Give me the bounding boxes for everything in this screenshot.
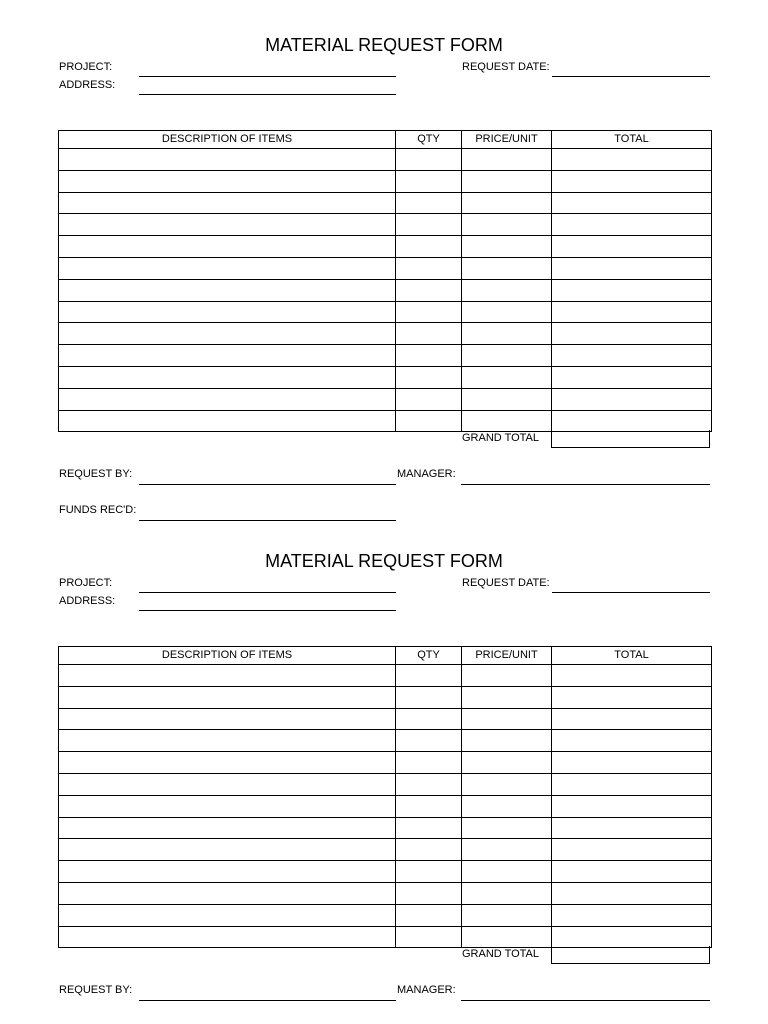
price-unit-cell[interactable] xyxy=(462,882,552,904)
price-unit-cell[interactable] xyxy=(462,345,552,367)
description-cell[interactable] xyxy=(59,839,396,861)
table-row xyxy=(59,345,712,367)
request-by-field[interactable] xyxy=(139,484,396,485)
price-unit-cell[interactable] xyxy=(462,795,552,817)
description-cell[interactable] xyxy=(59,795,396,817)
total-cell[interactable] xyxy=(552,170,712,192)
price-unit-cell[interactable] xyxy=(462,773,552,795)
table-row xyxy=(59,882,712,904)
price-unit-cell[interactable] xyxy=(462,214,552,236)
price-unit-cell[interactable] xyxy=(462,904,552,926)
description-cell[interactable] xyxy=(59,170,396,192)
grand-total-label: GRAND TOTAL xyxy=(462,948,540,960)
table-row xyxy=(59,708,712,730)
description-cell[interactable] xyxy=(59,817,396,839)
total-header: TOTAL xyxy=(552,131,712,149)
total-cell[interactable] xyxy=(552,257,712,279)
price-unit-cell[interactable] xyxy=(462,861,552,883)
total-cell[interactable] xyxy=(552,214,712,236)
items-table xyxy=(58,130,712,432)
total-cell[interactable] xyxy=(552,730,712,752)
qty-cell[interactable] xyxy=(396,149,462,171)
table-row xyxy=(59,257,712,279)
qty-cell[interactable] xyxy=(396,730,462,752)
qty-cell[interactable] xyxy=(396,926,462,948)
address-label: ADDRESS: xyxy=(59,79,116,91)
total-cell[interactable] xyxy=(552,323,712,345)
project-label: PROJECT: xyxy=(59,577,113,589)
description-cell[interactable] xyxy=(59,236,396,258)
total-cell[interactable] xyxy=(552,345,712,367)
total-header: TOTAL xyxy=(552,647,712,665)
table-row xyxy=(59,170,712,192)
total-cell[interactable] xyxy=(552,149,712,171)
price-unit-cell[interactable] xyxy=(462,170,552,192)
description-cell[interactable] xyxy=(59,192,396,214)
table-row xyxy=(59,279,712,301)
description-header: DESCRIPTION OF ITEMS xyxy=(59,647,396,665)
price-unit-cell[interactable] xyxy=(462,236,552,258)
description-cell[interactable] xyxy=(59,301,396,323)
qty-cell[interactable] xyxy=(396,323,462,345)
price-unit-cell[interactable] xyxy=(462,686,552,708)
manager-field[interactable] xyxy=(461,1000,710,1001)
items-table xyxy=(58,646,712,948)
description-cell[interactable] xyxy=(59,861,396,883)
grand-total-label: GRAND TOTAL xyxy=(462,432,540,444)
qty-cell[interactable] xyxy=(396,388,462,410)
funds-received-label: FUNDS REC'D: xyxy=(59,504,137,516)
form-title: MATERIAL REQUEST FORM xyxy=(265,551,503,571)
qty-cell[interactable] xyxy=(396,170,462,192)
price-unit-cell[interactable] xyxy=(462,730,552,752)
funds-received-field[interactable] xyxy=(139,520,396,521)
qty-cell[interactable] xyxy=(396,708,462,730)
description-cell[interactable] xyxy=(59,904,396,926)
grand-total-field[interactable] xyxy=(551,946,710,964)
qty-cell[interactable] xyxy=(396,279,462,301)
price-unit-header: PRICE/UNIT xyxy=(462,647,552,665)
total-cell[interactable] xyxy=(552,665,712,687)
qty-cell[interactable] xyxy=(396,817,462,839)
qty-cell[interactable] xyxy=(396,301,462,323)
qty-cell[interactable] xyxy=(396,839,462,861)
request-by-label: REQUEST BY: xyxy=(59,984,133,996)
qty-cell[interactable] xyxy=(396,686,462,708)
description-cell[interactable] xyxy=(59,149,396,171)
table-row xyxy=(59,236,712,258)
address-field[interactable] xyxy=(139,610,396,611)
total-cell[interactable] xyxy=(552,708,712,730)
price-unit-cell[interactable] xyxy=(462,301,552,323)
project-label: PROJECT: xyxy=(59,61,113,73)
description-cell[interactable] xyxy=(59,665,396,687)
price-unit-cell[interactable] xyxy=(462,708,552,730)
request-date-field[interactable] xyxy=(552,592,710,593)
qty-cell[interactable] xyxy=(396,665,462,687)
qty-cell[interactable] xyxy=(396,752,462,774)
total-cell[interactable] xyxy=(552,301,712,323)
request-by-field[interactable] xyxy=(139,1000,396,1001)
table-row xyxy=(59,795,712,817)
price-unit-cell[interactable] xyxy=(462,926,552,948)
price-unit-cell[interactable] xyxy=(462,665,552,687)
table-row xyxy=(59,904,712,926)
total-cell[interactable] xyxy=(552,861,712,883)
description-cell[interactable] xyxy=(59,686,396,708)
description-cell[interactable] xyxy=(59,345,396,367)
total-cell[interactable] xyxy=(552,279,712,301)
total-cell[interactable] xyxy=(552,839,712,861)
qty-cell[interactable] xyxy=(396,236,462,258)
description-cell[interactable] xyxy=(59,279,396,301)
qty-cell[interactable] xyxy=(396,904,462,926)
table-row xyxy=(59,839,712,861)
table-row xyxy=(59,410,712,432)
address-label: ADDRESS: xyxy=(59,595,116,607)
table-row xyxy=(59,149,712,171)
qty-cell[interactable] xyxy=(396,192,462,214)
form-title: MATERIAL REQUEST FORM xyxy=(265,35,503,55)
description-cell[interactable] xyxy=(59,410,396,432)
description-cell[interactable] xyxy=(59,708,396,730)
price-unit-header: PRICE/UNIT xyxy=(462,131,552,149)
price-unit-cell[interactable] xyxy=(462,388,552,410)
description-cell[interactable] xyxy=(59,214,396,236)
request-by-label: REQUEST BY: xyxy=(59,468,133,480)
table-row xyxy=(59,817,712,839)
qty-cell[interactable] xyxy=(396,257,462,279)
total-cell[interactable] xyxy=(552,817,712,839)
qty-cell[interactable] xyxy=(396,861,462,883)
table-row xyxy=(59,366,712,388)
request-date-label: REQUEST DATE: xyxy=(462,577,550,589)
total-cell[interactable] xyxy=(552,192,712,214)
total-cell[interactable] xyxy=(552,795,712,817)
total-cell[interactable] xyxy=(552,926,712,948)
description-cell[interactable] xyxy=(59,882,396,904)
price-unit-cell[interactable] xyxy=(462,323,552,345)
qty-cell[interactable] xyxy=(396,345,462,367)
table-row xyxy=(59,861,712,883)
request-date-label: REQUEST DATE: xyxy=(462,61,550,73)
price-unit-cell[interactable] xyxy=(462,839,552,861)
table-row xyxy=(59,773,712,795)
price-unit-cell[interactable] xyxy=(462,192,552,214)
project-field[interactable] xyxy=(139,76,396,77)
table-row xyxy=(59,730,712,752)
total-cell[interactable] xyxy=(552,388,712,410)
table-row xyxy=(59,752,712,774)
price-unit-cell[interactable] xyxy=(462,149,552,171)
manager-field[interactable] xyxy=(461,484,710,485)
qty-header: QTY xyxy=(396,647,462,665)
description-cell[interactable] xyxy=(59,323,396,345)
price-unit-cell[interactable] xyxy=(462,752,552,774)
table-row xyxy=(59,192,712,214)
total-cell[interactable] xyxy=(552,236,712,258)
grand-total-field[interactable] xyxy=(551,430,710,448)
table-row xyxy=(59,323,712,345)
table-row xyxy=(59,926,712,948)
qty-cell[interactable] xyxy=(396,882,462,904)
qty-cell[interactable] xyxy=(396,366,462,388)
description-cell[interactable] xyxy=(59,773,396,795)
request-date-field[interactable] xyxy=(552,76,710,77)
description-cell[interactable] xyxy=(59,730,396,752)
description-cell[interactable] xyxy=(59,926,396,948)
table-row xyxy=(59,214,712,236)
total-cell[interactable] xyxy=(552,366,712,388)
qty-cell[interactable] xyxy=(396,214,462,236)
table-row xyxy=(59,665,712,687)
price-unit-cell[interactable] xyxy=(462,279,552,301)
total-cell[interactable] xyxy=(552,882,712,904)
total-cell[interactable] xyxy=(552,752,712,774)
manager-label: MANAGER: xyxy=(397,984,456,996)
total-cell[interactable] xyxy=(552,773,712,795)
total-cell[interactable] xyxy=(552,410,712,432)
table-row xyxy=(59,388,712,410)
total-cell[interactable] xyxy=(552,904,712,926)
qty-cell[interactable] xyxy=(396,773,462,795)
manager-label: MANAGER: xyxy=(397,468,456,480)
description-cell[interactable] xyxy=(59,388,396,410)
price-unit-cell[interactable] xyxy=(462,817,552,839)
qty-header: QTY xyxy=(396,131,462,149)
total-cell[interactable] xyxy=(552,686,712,708)
table-row xyxy=(59,301,712,323)
description-cell[interactable] xyxy=(59,366,396,388)
table-header-row xyxy=(59,647,712,665)
description-cell[interactable] xyxy=(59,752,396,774)
table-row xyxy=(59,686,712,708)
price-unit-cell[interactable] xyxy=(462,410,552,432)
project-field[interactable] xyxy=(139,592,396,593)
description-header: DESCRIPTION OF ITEMS xyxy=(59,131,396,149)
qty-cell[interactable] xyxy=(396,795,462,817)
address-field[interactable] xyxy=(139,94,396,95)
price-unit-cell[interactable] xyxy=(462,257,552,279)
qty-cell[interactable] xyxy=(396,410,462,432)
description-cell[interactable] xyxy=(59,257,396,279)
price-unit-cell[interactable] xyxy=(462,366,552,388)
table-header-row xyxy=(59,131,712,149)
